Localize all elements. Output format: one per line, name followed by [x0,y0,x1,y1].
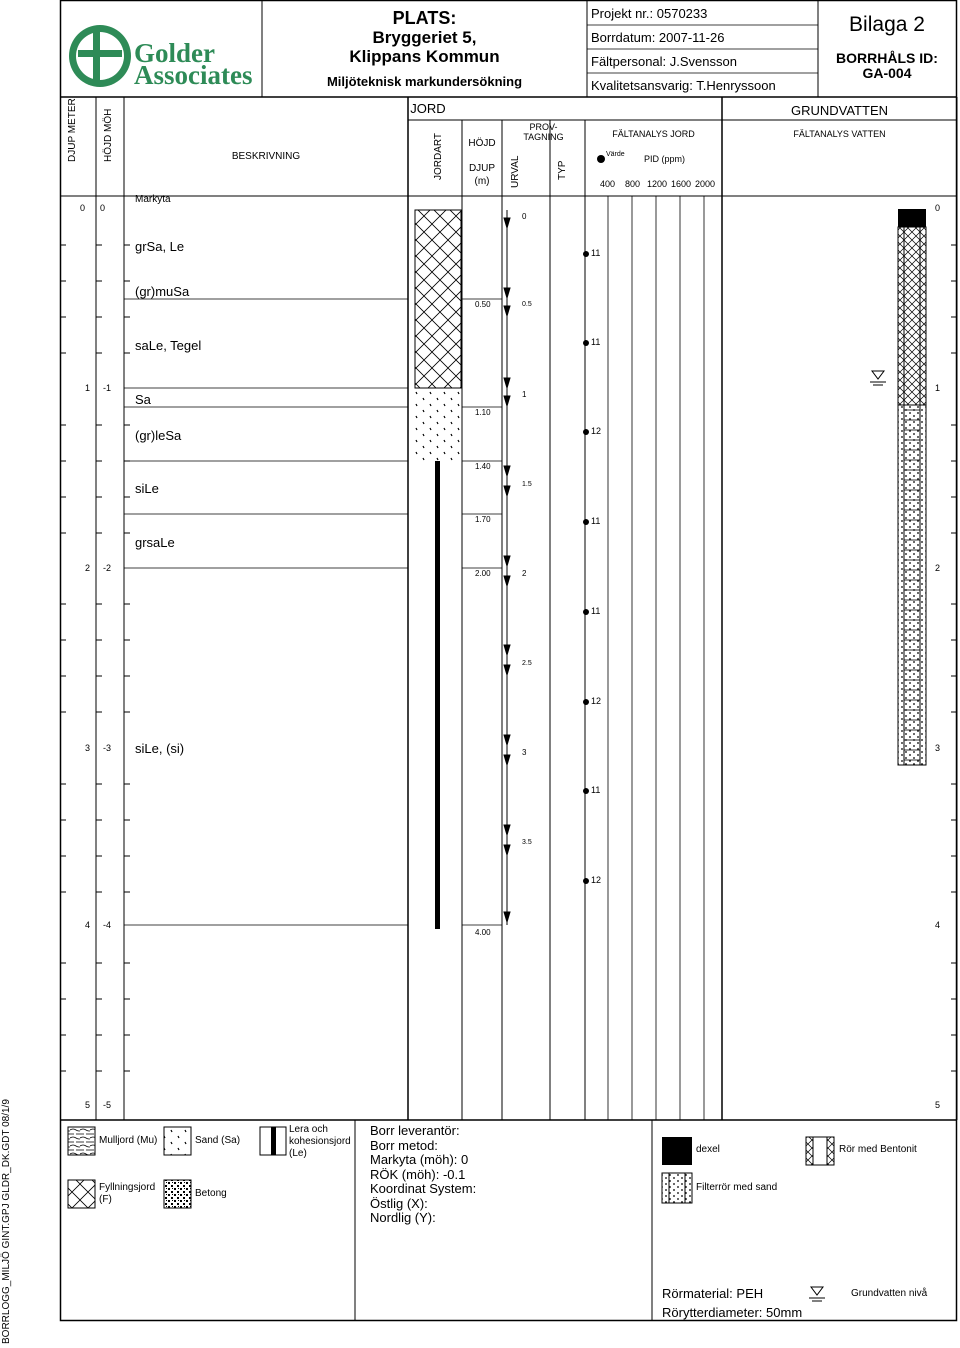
pid-value: 11 [591,516,601,526]
depth-label: 2 [85,563,91,573]
layer-depth: 1.40 [475,462,491,471]
pid-value: 11 [591,248,601,258]
col-djup: DJUP [468,163,496,174]
col-hojd-moh: HÖJD MÖH [103,108,114,162]
fill-soil-symbol [415,210,461,388]
col-faltanalys-jord: FÄLTANALYS JORD [612,129,695,139]
legend-fyllning-2: (F) [99,1194,112,1205]
rormaterial: Rörmaterial: PEH [662,1286,764,1301]
borr-rok: RÖK (möh): -0.1 [370,1167,466,1182]
col-grundvatten: GRUNDVATTEN [790,103,889,118]
borr-ostlig: Östlig (X): [370,1196,428,1211]
depth-label-right: 2 [935,563,941,573]
layer-description: siLe, (si) [135,741,185,756]
clay-soil-symbol [435,461,440,929]
logo-line2: Associates [134,60,253,90]
layer-depth: 1.10 [475,408,491,417]
sand-soil-symbol [415,388,461,461]
col-jord: JORD [410,101,446,116]
borr-markyta: Markyta (möh): 0 [370,1152,469,1167]
pid-dot-icon [597,155,605,163]
col-provtagning-2: TAGNING [523,132,564,142]
faltpersonal: Fältpersonal: J.Svensson [591,54,737,69]
col-djup-meter: DJUP METER [67,98,78,162]
depth-label: 5 [85,1100,91,1110]
kvalitetsansvarig: Kvalitetsansvarig: T.Henryssoon [591,78,776,93]
depth-label: 3 [85,743,91,753]
legend-sand: Sand (Sa) [195,1135,241,1146]
logo-line1: Golder [134,38,215,68]
sample-depth: 2.5 [522,660,532,667]
sample-depth: 1 [522,390,527,399]
pid-value: 11 [591,785,601,795]
legend-mulljord: Mulljord (Mu) [99,1135,158,1146]
plats-label: PLATS: [392,8,457,28]
height-label: -4 [103,920,112,930]
rordiameter: Rörytterdiameter: 50mm [662,1305,803,1320]
col-urval: URVAL [510,155,521,188]
borr-nordlig: Nordlig (Y): [370,1210,436,1225]
col-djup-unit: (m) [474,176,490,187]
height-label: -2 [103,563,112,573]
height-label: -5 [103,1100,112,1110]
sample-depth: 3 [522,748,527,757]
layer-description: (gr)muSa [135,284,190,299]
borrdatum: Borrdatum: 2007-11-26 [591,30,725,45]
legend-filterror: Filterrör med sand [696,1182,778,1193]
legend-lera-2: kohesionsjord [289,1136,351,1147]
layer-depth: 1.70 [475,515,491,524]
markyta-label: Markyta [135,194,171,205]
side-file-info: BORRLOGG_MILJÖ GINT.GPJ GLDR_DK.GDT 08/1/9 [1,1099,12,1344]
pid-tick: 2000 [695,179,716,189]
col-hojd: HÖJD [468,138,496,149]
depth-label: 0 [80,203,86,213]
height-label: 0 [100,203,106,213]
pid-tick: 1200 [647,179,668,189]
header-subtitle: Miljöteknisk markundersökning [326,74,523,89]
depth-label-right: 1 [935,383,941,393]
layer-depth: 2.00 [475,569,491,578]
depth-label-right: 5 [935,1100,941,1110]
projekt-nr: Projekt nr.: 0570233 [591,6,708,21]
borr-metod: Borr metod: [370,1138,438,1153]
layer-description: saLe, Tegel [135,338,202,353]
legend-bentonit: Rör med Bentonit [839,1144,917,1155]
depth-label: 1 [85,383,91,393]
well-cap [898,209,926,227]
legend-dexel: dexel [696,1144,720,1155]
pid-value: 11 [591,337,601,347]
col-provtagning-1: PROV- [529,122,558,132]
col-pid: PID (ppm) [644,154,686,164]
bilaga: Bilaga 2 [849,13,925,36]
borr-koordinat: Koordinat System: [370,1181,477,1196]
pid-tick: 800 [625,179,641,189]
pid-value: 11 [591,606,601,616]
legend-lera-3: (Le) [289,1148,307,1159]
col-varde: Värde [606,151,625,158]
legend-fyllning-1: Fyllningsjord [99,1182,156,1193]
borrhal-label: BORRHÅLS ID: [836,50,938,66]
col-faltanalys-vatten: FÄLTANALYS VATTEN [793,129,886,139]
sample-depth: 1.5 [522,481,532,488]
groundwater-level-icon [870,371,886,385]
layer-description: grsaLe [135,535,175,550]
layer-depth: 4.00 [475,928,491,937]
sample-depth: 2 [522,569,527,578]
layer-description: Sa [135,392,151,407]
pid-tick: 400 [600,179,616,189]
sample-depth: 3.5 [522,839,532,846]
legend-grundvatten-niva: Grundvatten nivå [851,1288,928,1299]
height-label: -3 [103,743,112,753]
sample-depth: 0 [522,212,527,221]
layer-description: grSa, Le [135,239,185,254]
pid-value: 12 [591,696,602,706]
layer-depth: 0.50 [475,300,491,309]
col-jordart: JORDART [433,132,444,180]
layer-description: siLe [135,481,159,496]
pid-value: 12 [591,426,602,436]
legend-lera-1: Lera och [289,1124,328,1135]
sample-depth: 0.5 [522,301,532,308]
legend-betong: Betong [195,1188,227,1199]
pid-value: 12 [591,875,602,885]
depth-label: 4 [85,920,91,930]
plats-line2: Klippans Kommun [349,47,500,66]
layer-description: (gr)leSa [135,428,182,443]
borr-leverantor: Borr leverantör: [370,1123,460,1138]
depth-label-right: 0 [935,203,941,213]
height-label: -1 [103,383,112,393]
depth-label-right: 4 [935,920,941,930]
col-typ: TYP [557,160,568,180]
col-beskrivning: BESKRIVNING [231,151,301,162]
depth-label-right: 3 [935,743,941,753]
plats-line1: Bryggeriet 5, [372,28,477,47]
pid-tick: 1600 [671,179,692,189]
golder-logo-icon [69,25,131,87]
borrhal-id: GA-004 [862,65,912,81]
